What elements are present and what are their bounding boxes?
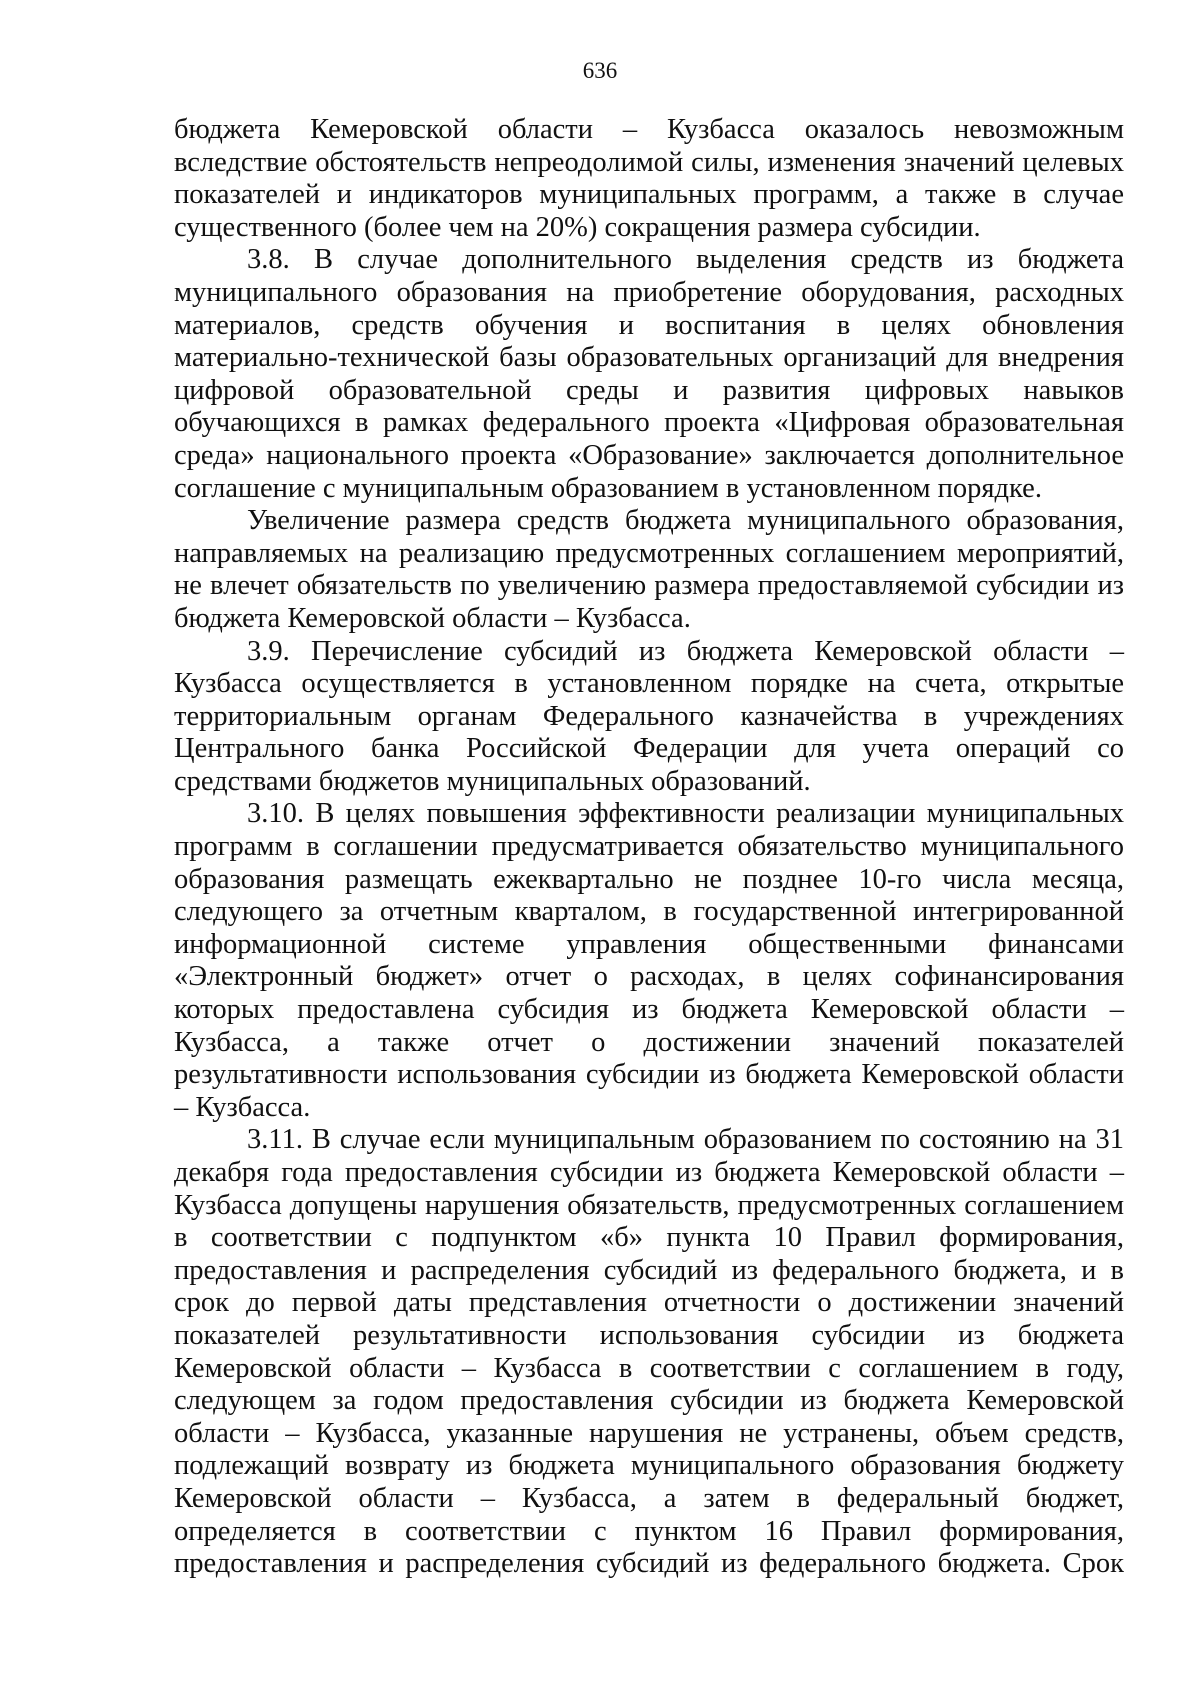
paragraph-3-8: 3.8. В случае дополнительного выделения средств из бюджета муниципального образования на приобретение оборудования, расходных материалов, средств обучения и воспитания в целях обновления материально-технической базы образовательных организаций для внедрения цифровой образовательной среды и развития цифровых навыков обучающихся в рамках федерального проекта «Цифровая образовательная среда» национального проекта «Образование» заключается дополнительное соглашение с муниципальным образованием в установленном порядке.: [174, 244, 1124, 504]
page-number: 636: [582, 58, 618, 83]
paragraph-continuation: бюджета Кемеровской области – Кузбасса оказалось невозможным вследствие обстоятельств непреодолимой силы, изменения значений целевых показателей и индикаторов муниципальных программ, а также в случае существенного (более чем на 20%) сокращения размера субсидии.: [174, 114, 1124, 243]
paragraph-budget-increase: Увеличение размера средств бюджета муниципального образования, направляемых на реализацию предусмотренных соглашением мероприятий, не влечет обязательств по увеличению размера предоставляемой субсидии из бюджета Кемеровской области – Кузбасса.: [174, 505, 1124, 634]
paragraph-3-11: 3.11. В случае если муниципальным образованием по состоянию на 31 декабря года предоставления субсидии из бюджета Кемеровской области – Кузбасса допущены нарушения обязательств, предусмотренных соглашением в соответствии с подпунктом «б» пункта 10 Правил формирования, предоставления и распределения субсидий из федерального бюджета, и в срок до первой даты представления отчетности о достижении значений показателей результативности использования субсидии из бюджета Кемеровской области – Кузбасса в соответствии с соглашением в году, следующем за годом предоставления субсидии из бюджета Кемеровской области – Кузбасса, указанные нарушения не устранены, объем средств, подлежащий возврату из бюджета муниципального образования бюджету Кемеровской области – Кузбасса, а затем в федеральный бюджет, определяется в соответствии с пунктом 16 Правил формирования, предоставления и распределения субсидий из федерального бюджета. Срок: [174, 1124, 1124, 1580]
paragraph-3-9: 3.9. Перечисление субсидий из бюджета Кемеровской области – Кузбасса осуществляется в установленном порядке на счета, открытые территориальным органам Федерального казначейства в учреждениях Центрального банка Российской Федерации для учета операций со средствами бюджетов муниципальных образований.: [174, 635, 1124, 797]
paragraph-3-10: 3.10. В целях повышения эффективности реализации муниципальных программ в соглашении предусматривается обязательство муниципального образования размещать ежеквартально не позднее 10-го числа месяца, следующего за отчетным кварталом, в государственной интегрированной информационной системе управления общественными финансами «Электронный бюджет» отчет о расходах, в целях софинансирования которых предоставлена субсидия из бюджета Кемеровской области – Кузбасса, а также отчет о достижении значений показателей результативности использования субсидии из бюджета Кемеровской области – Кузбасса.: [174, 798, 1124, 1123]
document-body: [174, 114, 1124, 1581]
